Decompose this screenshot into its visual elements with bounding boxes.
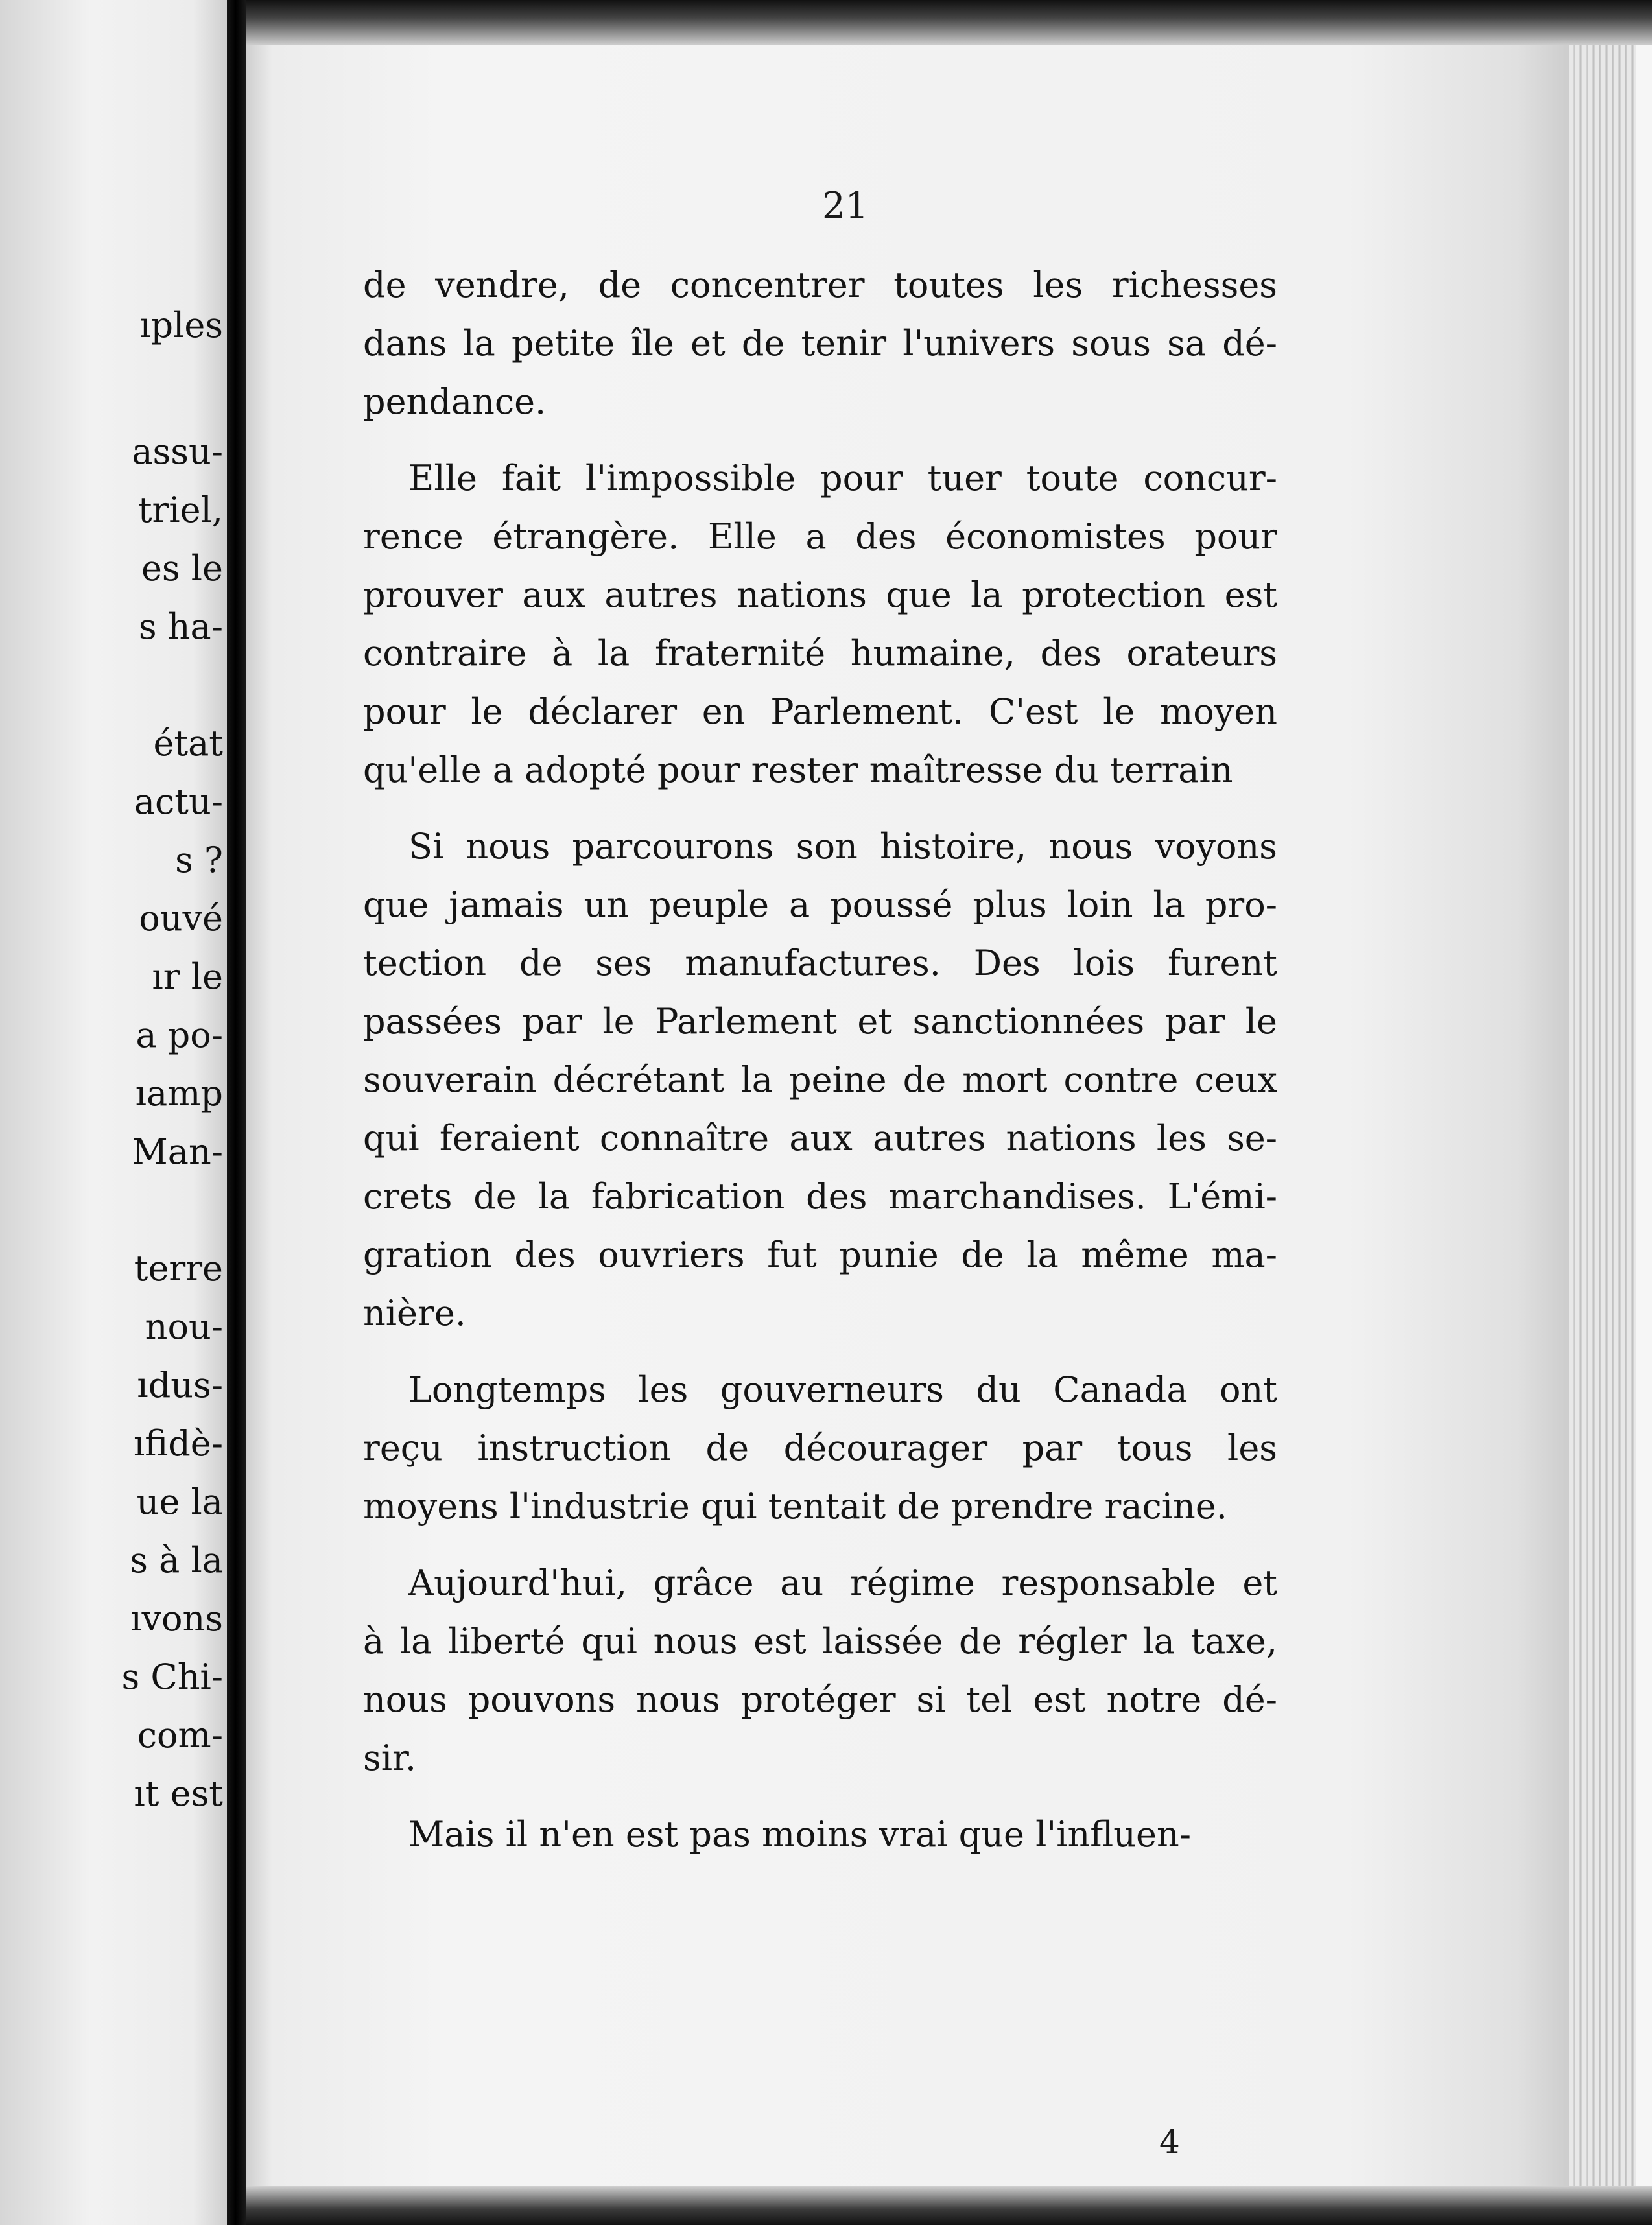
text-line: contraire à la fraternité humaine, des orateurs — [363, 633, 1277, 674]
text-line: nière. — [363, 1293, 466, 1334]
text-line: tection de ses manufactures. Des lois furent — [363, 943, 1277, 983]
previous-page-line: ue la — [136, 1481, 223, 1522]
previous-page-line: es le — [141, 548, 223, 589]
previous-page-line: triel, — [137, 489, 223, 530]
text-line: qu'elle a adopté pour rester maîtresse du terrain — [363, 749, 1233, 790]
previous-page-line: s ha- — [138, 606, 223, 647]
body-text — [363, 256, 1277, 1864]
paragraph — [363, 1361, 1277, 1536]
previous-page-line: ır le — [152, 956, 223, 997]
scan-top-edge — [246, 0, 1652, 45]
paragraph — [363, 818, 1277, 1343]
text-line: pour le déclarer en Parlement. C'est le moyen — [363, 691, 1277, 732]
text-line: nous pouvons nous protéger si tel est notre dé- — [363, 1679, 1277, 1720]
page-edges — [1569, 0, 1652, 2225]
previous-page-line: ıfidè- — [133, 1423, 223, 1464]
text-line: crets de la fabrication des marchandises. L'émi- — [363, 1176, 1277, 1217]
signature-mark: 4 — [1159, 2123, 1180, 2161]
text-line: Aujourd'hui, grâce au régime responsable et — [408, 1562, 1277, 1603]
text-line: passées par le Parlement et sanctionnées par le — [363, 1001, 1277, 1042]
text-line: moyens l'industrie qui tentait de prendre racine. — [363, 1486, 1227, 1527]
previous-page-line: s Chi- — [121, 1656, 223, 1697]
paragraph — [363, 449, 1277, 799]
previous-page-line: état — [153, 723, 223, 764]
paragraph-gap — [363, 1536, 1277, 1554]
text-line: Si nous parcourons son histoire, nous voyons — [408, 826, 1277, 867]
previous-page-line: assu- — [132, 431, 223, 472]
previous-page-line: terre — [134, 1248, 223, 1289]
previous-page-line: ıvons — [130, 1598, 223, 1639]
text-line: rence étrangère. Elle a des économistes pour — [363, 516, 1277, 557]
paragraph-gap — [363, 1787, 1277, 1806]
scan-bottom-edge — [246, 2186, 1652, 2225]
text-line: dans la petite île et de tenir l'univers sous sa dé- — [363, 323, 1277, 364]
previous-page-line: ıples — [139, 305, 223, 346]
text-line: Longtemps les gouverneurs du Canada ont — [408, 1369, 1277, 1410]
book-gutter — [227, 0, 246, 2225]
previous-page-line: s ? — [175, 840, 223, 880]
paragraph — [363, 1806, 1277, 1864]
text-line: Elle fait l'impossible pour tuer toute concur- — [408, 458, 1277, 499]
previous-page-line: a po- — [136, 1015, 223, 1055]
previous-page-fragment — [0, 0, 227, 2225]
text-line: qui feraient connaître aux autres nations les se- — [363, 1118, 1277, 1159]
previous-page-line: ıdus- — [137, 1365, 223, 1406]
previous-page-line: com- — [137, 1715, 223, 1756]
page-number: 21 — [822, 185, 869, 227]
previous-page-line: nou- — [145, 1306, 223, 1347]
previous-page-line: ıt est — [134, 1773, 223, 1814]
paragraph-gap — [363, 1343, 1277, 1361]
text-line: prouver aux autres nations que la protection est — [363, 574, 1277, 615]
previous-page-line: actu- — [134, 781, 223, 822]
text-line: que jamais un peuple a poussé plus loin la pro- — [363, 884, 1277, 925]
text-line: sir. — [363, 1737, 417, 1778]
previous-page-line: Man- — [132, 1131, 223, 1172]
text-line: gration des ouvriers fut punie de la même ma- — [363, 1234, 1277, 1275]
text-line: souverain décrétant la peine de mort contre ceux — [363, 1059, 1277, 1100]
previous-page-line: ıamp — [135, 1073, 223, 1114]
text-line: à la liberté qui nous est laissée de régler la taxe, — [363, 1621, 1277, 1662]
text-line: de vendre, de concentrer toutes les richesses — [363, 265, 1277, 305]
paragraph — [363, 1554, 1277, 1787]
paragraph-gap — [363, 431, 1277, 449]
previous-page-line: ouvé — [139, 898, 223, 939]
paragraph-gap — [363, 799, 1277, 818]
text-line: reçu instruction de décourager par tous les — [363, 1428, 1277, 1468]
paragraph — [363, 256, 1277, 431]
previous-page-line: s à la — [130, 1540, 223, 1581]
text-line: pendance. — [363, 381, 547, 422]
text-line: Mais il n'en est pas moins vrai que l'influen- — [408, 1814, 1192, 1855]
